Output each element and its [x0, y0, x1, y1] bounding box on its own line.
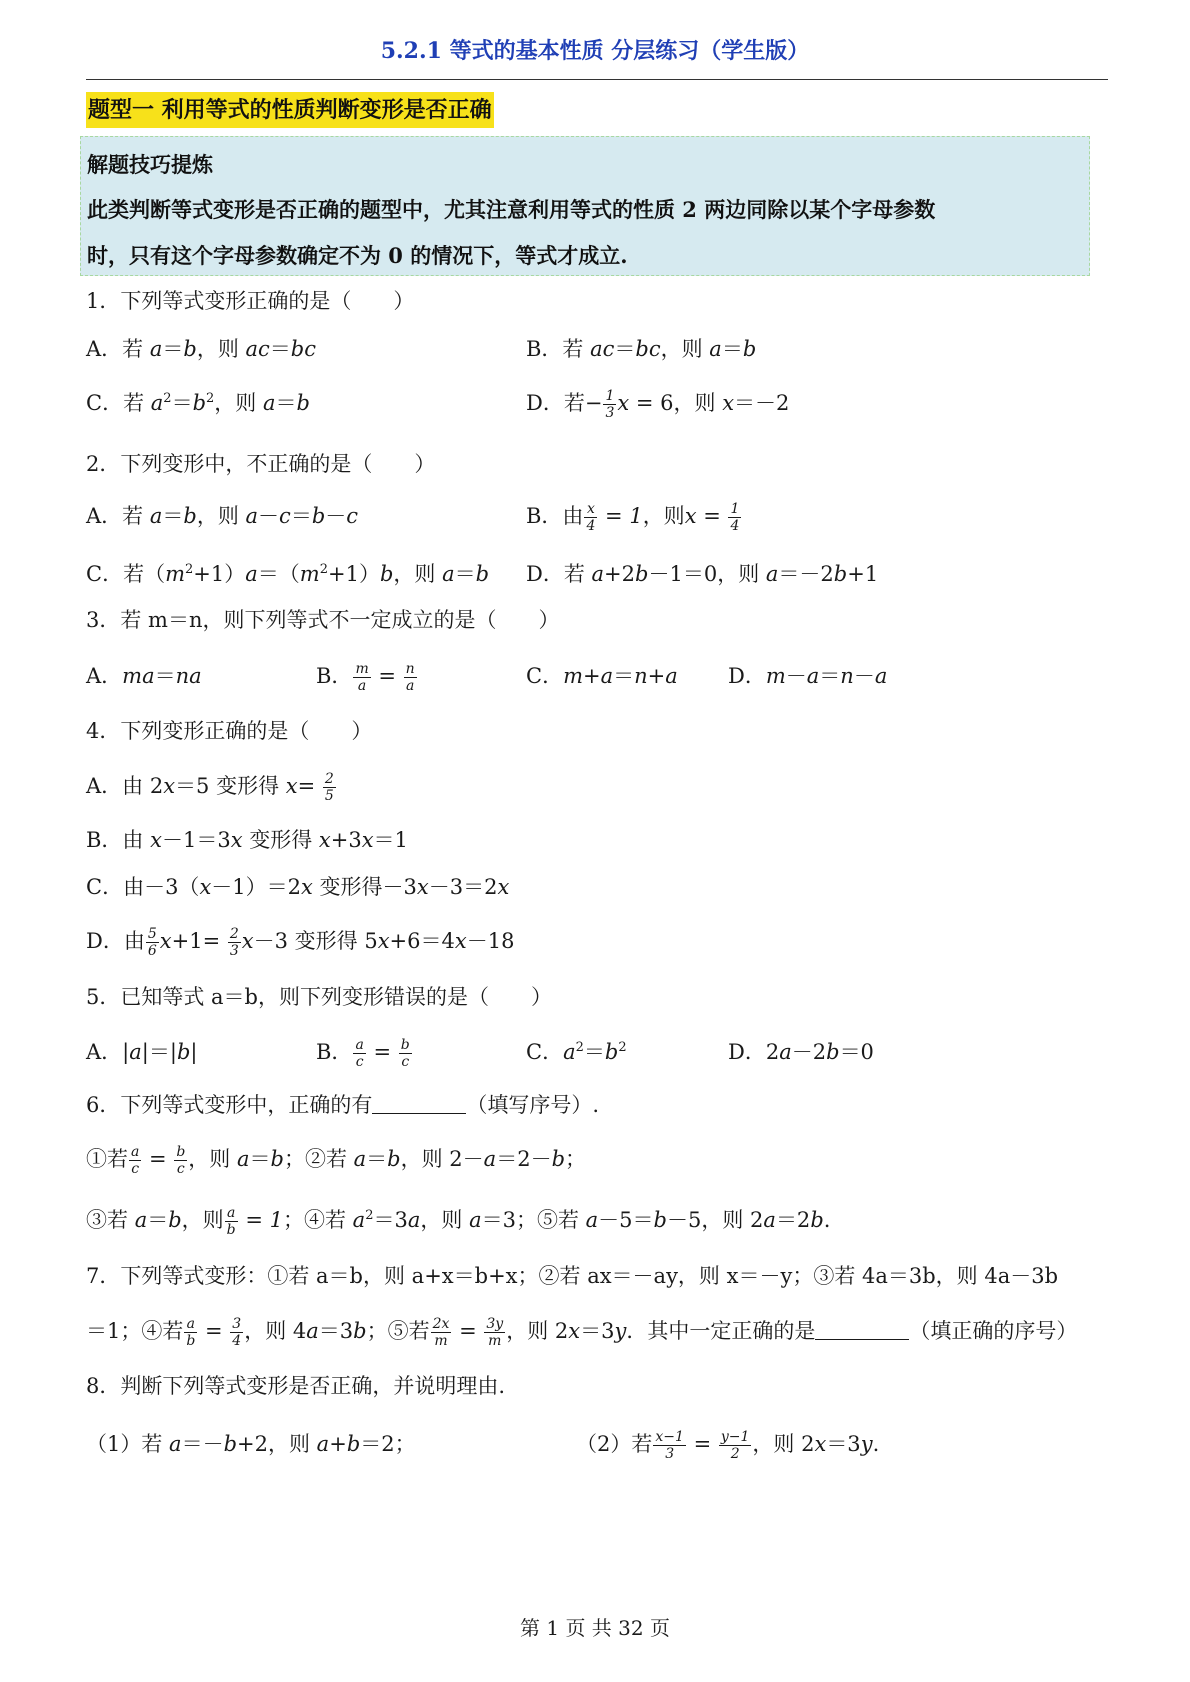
q2-option-b: B．由 $\frac{x}{4}$ = 1，则x = $\frac{1}{4}$	[526, 501, 740, 534]
q2-option-c: C．若$(m^2+1)a=(m^2+1)b$，则 a＝b	[86, 562, 490, 586]
q6-stem-text: 6．下列等式变形中，正确的有	[86, 1093, 373, 1117]
q4-stem: 4．下列变形正确的是（ ）	[86, 719, 373, 743]
q5-option-a: A．|a|＝|b|	[86, 1040, 198, 1064]
document-title: 5.2.1 等式的基本性质 分层练习（学生版）	[380, 38, 810, 64]
q5-option-b: B． $\frac{a}{c}$ = $\frac{b}{c}$	[316, 1037, 410, 1070]
q4-option-d: D．由 $\frac{5}{6}$ x+1= $\frac{2}{3}$ x－3 变形得 5x+6＝4x－18	[86, 926, 515, 959]
q7-answer-blank[interactable]	[815, 1319, 909, 1340]
tips-line-2: 时，只有这个字母参数确定不为 0 的情况下，等式才成立.	[87, 243, 628, 268]
q5-stem: 5．已知等式 a＝b，则下列变形错误的是（ ）	[86, 985, 552, 1009]
q6-stem-suffix: （填写序号）.	[466, 1093, 600, 1117]
q3-option-b: B． $\frac{m}{a}$ = $\frac{n}{a}$	[316, 661, 415, 694]
q1-stem: 1．下列等式变形正确的是（ ）	[86, 289, 415, 313]
tips-title: 解题技巧提炼	[87, 152, 213, 177]
q4-option-b: B．由 x－1＝3x 变形得 x+3x＝1	[86, 828, 408, 852]
q1-option-b: B．若 ac＝bc，则 a＝b	[526, 337, 757, 361]
section-heading: 题型一 利用等式的性质判断变形是否正确	[86, 92, 494, 128]
q8-part-2: （2）若 $\frac{x-1}{3}$ = $\frac{y-1}{2}$ ，则 2x＝3y.	[576, 1429, 880, 1462]
q1-option-d: D．若− $\frac{1}{3}$ x = 6，则 x＝－2	[526, 388, 790, 421]
q1-option-c: C．若 $a^2=b^2$，则 a＝b	[86, 391, 310, 415]
q3-option-c: C．m+a＝n+a	[526, 664, 678, 688]
q5-option-d: D．2a－2b＝0	[728, 1040, 874, 1064]
q8-part-1: （1）若 a＝－b+2，则 a+b＝2；	[86, 1432, 416, 1456]
tips-line-1: 此类判断等式变形是否正确的题型中，尤其注意利用等式的性质 2 两边同除以某个字母参数	[87, 197, 936, 222]
q6-stem	[86, 1089, 599, 1121]
page-footer: 第 1 页 共 32 页	[520, 1616, 670, 1640]
q5-option-c: C．$a^2=b^2$	[526, 1040, 627, 1064]
q2-option-a: A．若 a＝b，则 a－c＝b－c	[86, 504, 359, 528]
q4-option-c: C．由－3（x－1）＝2x 变形得－3x－3＝2x	[86, 875, 510, 899]
q3-stem: 3．若 m＝n，则下列等式不一定成立的是（ ）	[86, 608, 560, 632]
q3-option-a: A．ma＝na	[86, 664, 202, 688]
q7-stem: 7．下列等式变形：①若 a＝b，则 a+x＝b+x；②若 ax＝－ay，则 x＝－y；③若 4a＝3b，则 4a－3b	[86, 1264, 1059, 1288]
q6-answer-blank[interactable]	[372, 1093, 466, 1114]
q4-option-a: A．由 2x＝5 变形得 x= $\frac{2}{5}$	[86, 771, 334, 804]
q1-option-a: A．若 a＝b，则 ac＝bc	[86, 337, 317, 361]
q8-stem: 8．判断下列等式变形是否正确，并说明理由.	[86, 1374, 506, 1398]
q7-stem-suffix: （填正确的序号）	[909, 1319, 1078, 1343]
q3-option-d: D．m－a＝n－a	[728, 664, 888, 688]
q2-stem: 2．下列变形中，不正确的是（ ）	[86, 452, 436, 476]
q2-option-d: D．若 a+2b－1＝0，则 a＝－2b+1	[526, 562, 879, 586]
header-rule	[86, 79, 1108, 80]
q6-items-3-5: ③若 a＝b，则 $\frac{a}{b}$ = 1；④若 $a^2=3a$，则 a＝3；⑤若 a－5＝b－5，则 2a＝2b.	[86, 1205, 831, 1238]
q7-stem-cont: ＝1；④若 $\frac{a}{b}$ = $\frac{3}{4}$ ，则 4a＝3b；⑤若 $\frac{2x}{m}$ = $\frac{3y}{m}$ ，则 2x＝3y．其中一定正确的是 （填正确的序号）	[86, 1316, 1078, 1349]
tips-box	[80, 136, 1090, 276]
q6-items-1-2: ①若 $\frac{a}{c}$ = $\frac{b}{c}$ ，则 a＝b；②若 a＝b，则 2－a＝2－b；	[86, 1144, 587, 1177]
